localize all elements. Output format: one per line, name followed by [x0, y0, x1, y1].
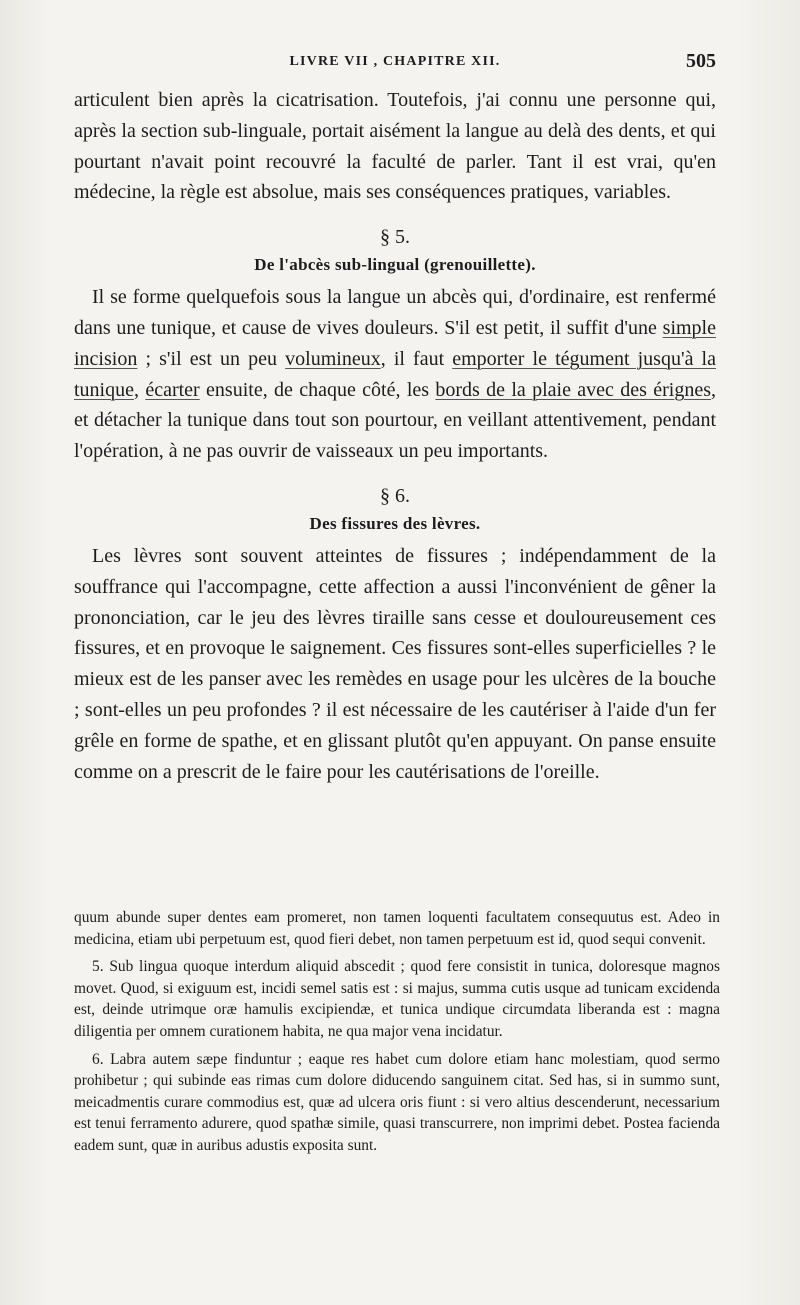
text-run: Il se forme quelquefois sous la langue un abcès qui, d'ordinaire, est renfermé dans une tunique, et cause de vives douleurs. S'il est petit, il suffit d'une: [74, 286, 716, 339]
text-run: ; s'il est un peu: [137, 347, 286, 370]
latin-paragraph-continuation: quum abunde super dentes eam promeret, non tamen loquenti facultatem consequutus est. Adeo in medicina, etiam ubi perpetuum est, quod fieri debet, non tamen perpetuum est id, quod sequi convenit.: [74, 909, 720, 948]
section-5-number: § 5.: [380, 226, 410, 249]
text-run: ,: [134, 378, 146, 401]
section-6-paragraph: Les lèvres sont souvent atteintes de fissures ; indépendamment de la souffrance qui l'accompagne, cette affection a aussi l'inconvénient de gêner la prononciation, car le jeu des lèvres tiraille sans cesse et douloureusement ces fissures, et en provoque le saignement. Ces fissures sont-elles superficielles ? le mieux est de les panser avec les remèdes en usage pour les ulcères de la bouche ; sont-elles un peu profondes ? il est nécessaire de les cautériser à l'aide d'un fer grêle en forme de spathe, et en glissant plutôt qu'en appuyant. On panse ensuite comme on a prescrit de le faire pour les cautérisations de l'oreille.: [74, 544, 716, 783]
section-5-title: De l'abcès sub-lingual (grenouillette).: [254, 255, 536, 275]
text-run: ensuite, de chaque côté, les: [199, 378, 436, 401]
paragraph-continuation: articulent bien après la cicatrisation. Toutefois, j'ai connu une personne qui, après la section sub-linguale, portait aisément la langue au delà des dents, et qui pourtant n'avait point recouvré la faculté de parler. Tant il est vrai, qu'en médecine, la règle est absolue, mais ses conséquences pratiques, variables.: [74, 89, 716, 204]
underlined-phrase: emporter le tégument jusqu'à la tunique: [74, 347, 716, 401]
section-6-number: § 6.: [380, 484, 410, 507]
latin-paragraph-6: 6. Labra autem sæpe finduntur ; eaque res habet cum dolore etiam hanc molestiam, quod sermo prohibetur ; qui subinde eas rimas cum dolore diducendo sanguinem citat. Sed has, si in summo sunt, meicadmentis curare commodius est, quæ ad ulcera oris fiunt : si vero altius descenderunt, necessarium est tenui ferramento adurere, quod spathæ simile, quasi transcurrere, non imprimi debet. Postea facienda eadem sunt, quæ in auribus adustis exposita sunt.: [74, 1050, 720, 1154]
text-run: , il faut: [380, 347, 453, 370]
underlined-phrase: simple incision: [74, 316, 716, 370]
section-5-paragraph: [74, 282, 716, 467]
underlined-phrase: bords de la plaie avec des érignes: [435, 378, 712, 401]
latin-paragraph-5: 5. Sub lingua quoque interdum aliquid abscedit ; quod fere consistit in tunica, doloresque magnos movet. Quod, si exiguum est, incidi semel satis est : si majus, summa cutis usque ad tunicam excidenda est, deinde utrimque oræ hamulis excipiendæ, et tunica undique circumdata liberanda est : magna diligentia per omnem curationem habita, ne qua major vena incidatur.: [74, 958, 720, 1040]
french-translation: [74, 85, 716, 787]
latin-original-text: [74, 907, 720, 1163]
section-6-title: Des fissures des lèvres.: [309, 513, 481, 533]
underlined-phrase: écarter: [145, 378, 200, 401]
text-run: , et détacher la tunique dans tout son pourtour, en veillant attentivement, pendant l'opération, à ne pas ouvrir de vaisseaux un peu importants.: [74, 378, 717, 463]
page-number: 505: [686, 50, 716, 72]
page-header: [74, 50, 716, 74]
running-head: LIVRE VII , CHAPITRE XII.: [289, 54, 501, 69]
underlined-phrase: volumineux: [285, 347, 381, 370]
